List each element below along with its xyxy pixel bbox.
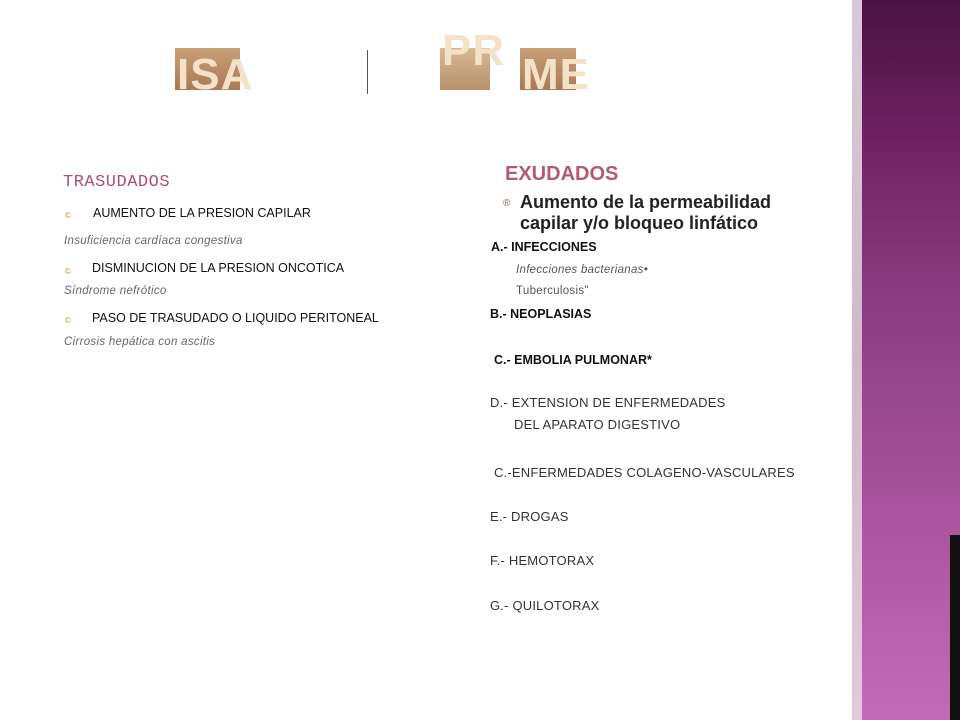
trasudado-heading-2: DISMINUCION DE LA PRESION ONCOTICA — [92, 261, 345, 275]
exudado-extension-line-2: DEL APARATO DIGESTIVO — [514, 417, 681, 432]
exudado-quilotorax: G.- QUILOTORAX — [490, 598, 600, 613]
exudado-infecciones-sub-2: Tuberculosis" — [516, 285, 589, 297]
decorative-dark-strip — [950, 535, 960, 720]
trasudados-title: TRASUDADOS — [63, 173, 171, 192]
exudado-infecciones-sub-1: Infecciones bacterianas• — [516, 264, 649, 276]
trasudado-detail-3: Cirrosis hepática con ascitis — [64, 336, 216, 348]
exudado-infecciones: A.- INFECCIONES — [491, 240, 597, 254]
exudado-drogas: E.- DROGAS — [490, 509, 569, 524]
bullet-icon: ® — [503, 198, 511, 209]
trasudado-heading-3: PASO DE TRASUDADO O LIQUIDO PERITONEAL — [92, 311, 379, 325]
title-fragment-1 — [175, 48, 254, 99]
title-fragment-2 — [440, 26, 506, 90]
trasudado-detail-1: Insuficiencia cardíaca congestiva — [64, 235, 243, 247]
exudado-colageno: C.-ENFERMEDADES COLAGENO-VASCULARES — [494, 465, 795, 480]
trasudado-heading-1: AUMENTO DE LA PRESION CAPILAR — [93, 206, 311, 220]
trasudado-detail-2: Síndrome nefrótico — [64, 285, 167, 297]
exudado-embolia: C.- EMBOLIA PULMONAR* — [494, 353, 652, 367]
exudados-lead: Aumento de la permeabilidad capilar y/o bloqueo linfático — [520, 192, 772, 233]
title-fragment-3-text: ME — [522, 50, 590, 99]
title-fragment-3 — [520, 48, 590, 99]
title-divider — [367, 50, 368, 94]
exudado-neoplasias: B.- NEOPLASIAS — [490, 307, 592, 321]
exudados-title: EXUDADOS — [505, 163, 619, 185]
title-fragment-2-text: PR — [442, 26, 506, 75]
decorative-side-band — [852, 0, 960, 720]
exudado-hemotorax: F.- HEMOTORAX — [490, 553, 595, 568]
bullet-icon: © — [65, 211, 71, 220]
bullet-icon: © — [65, 316, 71, 325]
bullet-icon: © — [65, 267, 71, 276]
title-fragment-1-text: ISA — [177, 50, 254, 99]
exudado-extension-line-1: D.- EXTENSION DE ENFERMEDADES — [490, 395, 726, 410]
